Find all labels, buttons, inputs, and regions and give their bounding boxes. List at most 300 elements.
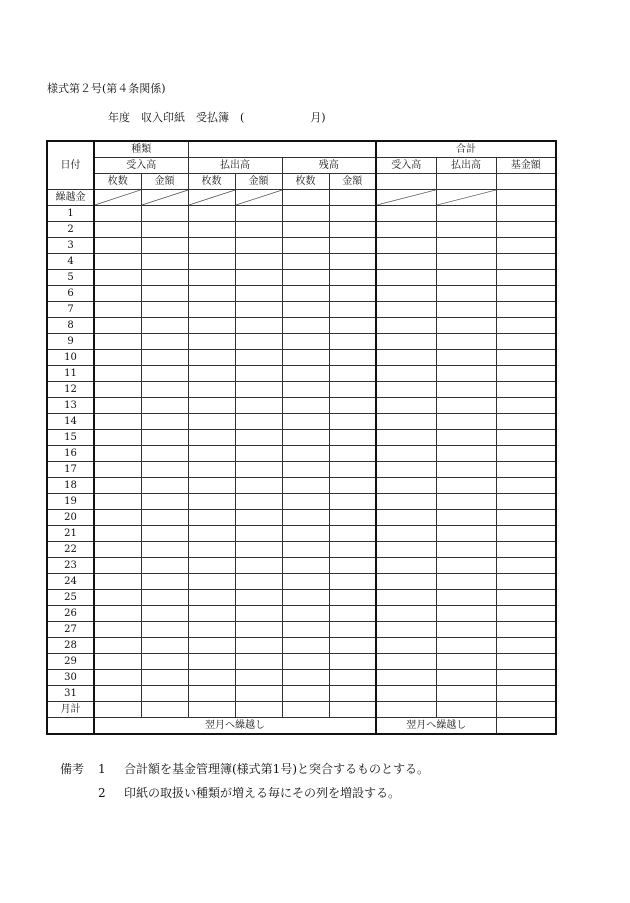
total-paid-cell[interactable] [436, 526, 496, 542]
received-amount-cell[interactable] [141, 638, 188, 654]
paid-amount-cell[interactable] [235, 702, 282, 718]
received-count-cell[interactable] [94, 558, 141, 574]
total-paid-cell[interactable] [436, 350, 496, 366]
received-count-cell[interactable] [94, 526, 141, 542]
total-received-cell[interactable] [376, 542, 436, 558]
received-amount-cell[interactable] [141, 510, 188, 526]
total-paid-cell[interactable] [436, 638, 496, 654]
balance-count-cell[interactable] [282, 478, 329, 494]
fund-amount-cell[interactable] [496, 702, 556, 718]
total-paid-cell[interactable] [436, 702, 496, 718]
balance-count-cell[interactable] [282, 606, 329, 622]
balance-count-cell[interactable] [282, 494, 329, 510]
paid-count-cell[interactable] [188, 638, 235, 654]
fund-amount-cell[interactable] [496, 270, 556, 286]
balance-amount-cell[interactable] [329, 606, 376, 622]
balance-amount-cell[interactable] [329, 414, 376, 430]
total-received-cell[interactable] [376, 638, 436, 654]
paid-count-cell[interactable] [188, 542, 235, 558]
paid-amount-cell[interactable] [235, 510, 282, 526]
received-count-cell[interactable] [94, 574, 141, 590]
paid-count-cell[interactable] [188, 702, 235, 718]
total-paid-cell[interactable] [436, 286, 496, 302]
received-count-cell[interactable] [94, 702, 141, 718]
fund-amount-cell[interactable] [496, 478, 556, 494]
total-received-cell[interactable] [376, 526, 436, 542]
balance-count-cell[interactable] [282, 654, 329, 670]
paid-amount-cell[interactable] [235, 654, 282, 670]
received-count-cell[interactable] [94, 462, 141, 478]
balance-count-cell[interactable] [282, 334, 329, 350]
balance-amount-cell[interactable] [329, 446, 376, 462]
total-received-cell[interactable] [376, 510, 436, 526]
total-paid-cell[interactable] [436, 558, 496, 574]
balance-count-cell[interactable] [282, 398, 329, 414]
received-amount-cell[interactable] [141, 654, 188, 670]
total-received-cell[interactable] [376, 462, 436, 478]
paid-amount-cell[interactable] [235, 334, 282, 350]
paid-count-cell[interactable] [188, 414, 235, 430]
paid-count-cell[interactable] [188, 494, 235, 510]
balance-count-cell[interactable] [282, 558, 329, 574]
total-paid-cell[interactable] [436, 382, 496, 398]
paid-amount-cell[interactable] [235, 318, 282, 334]
paid-amount-cell[interactable] [235, 494, 282, 510]
fund-amount-cell[interactable] [496, 382, 556, 398]
received-count-cell[interactable] [94, 366, 141, 382]
balance-count-cell[interactable] [282, 222, 329, 238]
total-paid-cell[interactable] [436, 398, 496, 414]
paid-amount-cell[interactable] [235, 398, 282, 414]
paid-count-cell[interactable] [188, 286, 235, 302]
carryover-fund[interactable] [496, 190, 556, 206]
fund-amount-cell[interactable] [496, 606, 556, 622]
balance-count-cell[interactable] [282, 622, 329, 638]
received-amount-cell[interactable] [141, 318, 188, 334]
balance-amount-cell[interactable] [329, 462, 376, 478]
total-received-cell[interactable] [376, 574, 436, 590]
balance-amount-cell[interactable] [329, 670, 376, 686]
day-label: 11 [47, 366, 94, 382]
received-count-cell[interactable] [94, 638, 141, 654]
total-paid-cell[interactable] [436, 670, 496, 686]
fund-amount-cell[interactable] [496, 350, 556, 366]
fund-amount-cell[interactable] [496, 542, 556, 558]
received-count-cell[interactable] [94, 606, 141, 622]
received-count-cell[interactable] [94, 590, 141, 606]
total-paid-cell[interactable] [436, 366, 496, 382]
balance-amount-cell[interactable] [329, 526, 376, 542]
carryover-balance-amount[interactable] [329, 190, 376, 206]
received-amount-cell[interactable] [141, 302, 188, 318]
total-paid-cell[interactable] [436, 414, 496, 430]
fund-amount-cell[interactable] [496, 446, 556, 462]
total-received-cell[interactable] [376, 654, 436, 670]
paid-amount-cell[interactable] [235, 382, 282, 398]
received-amount-cell[interactable] [141, 702, 188, 718]
paid-count-cell[interactable] [188, 478, 235, 494]
balance-amount-cell[interactable] [329, 350, 376, 366]
fund-amount-cell[interactable] [496, 558, 556, 574]
total-received-cell[interactable] [376, 302, 436, 318]
balance-amount-cell[interactable] [329, 254, 376, 270]
total-paid-cell[interactable] [436, 478, 496, 494]
balance-amount-cell[interactable] [329, 270, 376, 286]
total-received-cell[interactable] [376, 350, 436, 366]
received-count-cell[interactable] [94, 254, 141, 270]
received-amount-cell[interactable] [141, 478, 188, 494]
paid-amount-cell[interactable] [235, 686, 282, 702]
fund-amount-cell[interactable] [496, 622, 556, 638]
received-count-cell[interactable] [94, 286, 141, 302]
total-received-cell[interactable] [376, 254, 436, 270]
received-count-cell[interactable] [94, 270, 141, 286]
received-amount-cell[interactable] [141, 462, 188, 478]
paid-amount-cell[interactable] [235, 222, 282, 238]
balance-amount-cell[interactable] [329, 398, 376, 414]
received-amount-cell[interactable] [141, 526, 188, 542]
paid-amount-cell[interactable] [235, 270, 282, 286]
paid-amount-cell[interactable] [235, 558, 282, 574]
received-amount-cell[interactable] [141, 382, 188, 398]
received-count-cell[interactable] [94, 382, 141, 398]
day-row [47, 382, 556, 398]
paid-amount-cell[interactable] [235, 366, 282, 382]
balance-amount-cell[interactable] [329, 574, 376, 590]
balance-count-cell[interactable] [282, 254, 329, 270]
received-header: 受入高 [94, 158, 188, 174]
total-received-cell[interactable] [376, 414, 436, 430]
received-amount-cell[interactable] [141, 206, 188, 222]
received-amount-cell[interactable] [141, 222, 188, 238]
fund-amount-cell[interactable] [496, 574, 556, 590]
received-count-cell[interactable] [94, 318, 141, 334]
received-amount-cell[interactable] [141, 542, 188, 558]
paid-count-cell[interactable] [188, 254, 235, 270]
fund-amount-cell[interactable] [496, 494, 556, 510]
total-paid-cell[interactable] [436, 606, 496, 622]
balance-count-cell[interactable] [282, 414, 329, 430]
paid-amount-cell[interactable] [235, 574, 282, 590]
paid-count-cell[interactable] [188, 670, 235, 686]
paid-count-cell[interactable] [188, 686, 235, 702]
balance-amount-cell[interactable] [329, 558, 376, 574]
balance-amount-cell[interactable] [329, 286, 376, 302]
balance-count-cell[interactable] [282, 670, 329, 686]
received-count-cell[interactable] [94, 622, 141, 638]
received-count-cell[interactable] [94, 510, 141, 526]
paid-count-cell[interactable] [188, 526, 235, 542]
received-amount-cell[interactable] [141, 334, 188, 350]
paid-count-cell[interactable] [188, 574, 235, 590]
total-paid-cell[interactable] [436, 270, 496, 286]
balance-count-cell[interactable] [282, 638, 329, 654]
balance-amount-cell[interactable] [329, 366, 376, 382]
total-paid-cell[interactable] [436, 302, 496, 318]
received-amount-cell[interactable] [141, 254, 188, 270]
remark-text: 印紙の取扱い種類が増える毎にその列を増設する。 [124, 786, 401, 800]
received-count-cell[interactable] [94, 686, 141, 702]
received-amount-cell[interactable] [141, 366, 188, 382]
fund-amount-cell[interactable] [496, 334, 556, 350]
balance-amount-cell[interactable] [329, 510, 376, 526]
total-received-cell[interactable] [376, 238, 436, 254]
day-label: 18 [47, 478, 94, 494]
fund-amount-cell[interactable] [496, 430, 556, 446]
balance-amount-cell[interactable] [329, 238, 376, 254]
total-paid-cell[interactable] [436, 494, 496, 510]
total-paid-cell[interactable] [436, 574, 496, 590]
received-amount-cell[interactable] [141, 286, 188, 302]
paid-count-cell[interactable] [188, 510, 235, 526]
total-paid-cell[interactable] [436, 206, 496, 222]
balance-count-cell[interactable] [282, 702, 329, 718]
balance-amount-cell[interactable] [329, 494, 376, 510]
paid-amount-cell[interactable] [235, 606, 282, 622]
fund-amount-cell[interactable] [496, 510, 556, 526]
total-paid-cell[interactable] [436, 318, 496, 334]
fund-amount-cell[interactable] [496, 398, 556, 414]
balance-amount-cell[interactable] [329, 318, 376, 334]
paid-count-cell[interactable] [188, 606, 235, 622]
paid-amount-cell[interactable] [235, 238, 282, 254]
total-received-cell[interactable] [376, 270, 436, 286]
received-count-cell[interactable] [94, 398, 141, 414]
fund-amount-cell[interactable] [496, 206, 556, 222]
balance-count-cell[interactable] [282, 318, 329, 334]
paid-count-cell[interactable] [188, 206, 235, 222]
paid-count-cell[interactable] [188, 366, 235, 382]
total-received-cell[interactable] [376, 478, 436, 494]
received-amount-cell[interactable] [141, 350, 188, 366]
paid-amount-cell[interactable] [235, 622, 282, 638]
fund-amount-cell[interactable] [496, 238, 556, 254]
total-received-cell[interactable] [376, 670, 436, 686]
received-count-cell[interactable] [94, 654, 141, 670]
balance-count-cell[interactable] [282, 590, 329, 606]
balance-count-cell[interactable] [282, 206, 329, 222]
total-received-cell[interactable] [376, 606, 436, 622]
total-received-cell[interactable] [376, 382, 436, 398]
received-count-cell[interactable] [94, 542, 141, 558]
balance-count-cell[interactable] [282, 302, 329, 318]
received-count-cell[interactable] [94, 446, 141, 462]
paid-amount-cell[interactable] [235, 206, 282, 222]
balance-count-cell[interactable] [282, 366, 329, 382]
paid-amount-cell[interactable] [235, 350, 282, 366]
balance-amount-cell[interactable] [329, 686, 376, 702]
balance-count-cell[interactable] [282, 238, 329, 254]
total-paid-cell[interactable] [436, 542, 496, 558]
received-amount-cell[interactable] [141, 430, 188, 446]
balance-amount-cell[interactable] [329, 542, 376, 558]
received-count-cell[interactable] [94, 206, 141, 222]
balance-amount-cell[interactable] [329, 478, 376, 494]
total-received-cell[interactable] [376, 558, 436, 574]
received-count-cell[interactable] [94, 430, 141, 446]
fund-amount-cell[interactable] [496, 302, 556, 318]
total-received-cell[interactable] [376, 286, 436, 302]
fund-amount-cell[interactable] [496, 670, 556, 686]
total-paid-cell[interactable] [436, 254, 496, 270]
total-paid-cell[interactable] [436, 590, 496, 606]
balance-count-cell[interactable] [282, 270, 329, 286]
total-received-cell[interactable] [376, 398, 436, 414]
balance-amount-cell[interactable] [329, 222, 376, 238]
received-count-cell[interactable] [94, 670, 141, 686]
paid-count-cell[interactable] [188, 398, 235, 414]
received-count-cell[interactable] [94, 302, 141, 318]
paid-count-cell[interactable] [188, 590, 235, 606]
received-amount-cell[interactable] [141, 622, 188, 638]
balance-count-cell[interactable] [282, 286, 329, 302]
received-amount-cell[interactable] [141, 590, 188, 606]
paid-amount-cell[interactable] [235, 462, 282, 478]
balance-count-cell[interactable] [282, 510, 329, 526]
balance-amount-cell[interactable] [329, 302, 376, 318]
balance-amount-cell[interactable] [329, 382, 376, 398]
remark-number: 2 [98, 786, 106, 800]
received-amount-cell[interactable] [141, 494, 188, 510]
fund-amount-cell[interactable] [496, 638, 556, 654]
total-paid-cell[interactable] [436, 622, 496, 638]
paid-count-cell[interactable] [188, 446, 235, 462]
fund-amount-cell[interactable] [496, 414, 556, 430]
received-amount-cell[interactable] [141, 270, 188, 286]
total-received-cell[interactable] [376, 686, 436, 702]
total-received-cell[interactable] [376, 494, 436, 510]
fund-amount-cell[interactable] [496, 286, 556, 302]
balance-count-cell[interactable] [282, 446, 329, 462]
balance-count-cell[interactable] [282, 686, 329, 702]
balance-amount-cell[interactable] [329, 654, 376, 670]
paid-count-cell[interactable] [188, 430, 235, 446]
total-paid-cell[interactable] [436, 238, 496, 254]
balance-count-cell[interactable] [282, 526, 329, 542]
total-paid-cell[interactable] [436, 334, 496, 350]
paid-count-cell[interactable] [188, 382, 235, 398]
total-received-cell[interactable] [376, 206, 436, 222]
day-row [47, 542, 556, 558]
balance-amount-cell[interactable] [329, 638, 376, 654]
paid-amount-cell[interactable] [235, 254, 282, 270]
paid-amount-cell[interactable] [235, 670, 282, 686]
paid-count-cell[interactable] [188, 558, 235, 574]
total-paid-cell[interactable] [436, 510, 496, 526]
fund-amount-cell[interactable] [496, 222, 556, 238]
paid-amount-cell[interactable] [235, 430, 282, 446]
paid-count-cell[interactable] [188, 238, 235, 254]
carryover-balance-count[interactable] [282, 190, 329, 206]
total-received-cell[interactable] [376, 702, 436, 718]
total-paid-cell[interactable] [436, 462, 496, 478]
paid-count-cell[interactable] [188, 654, 235, 670]
balance-count-cell[interactable] [282, 430, 329, 446]
received-amount-cell[interactable] [141, 446, 188, 462]
paid-count-cell[interactable] [188, 270, 235, 286]
total-received-cell[interactable] [376, 622, 436, 638]
received-count-cell[interactable] [94, 350, 141, 366]
received-count-cell[interactable] [94, 478, 141, 494]
balance-amount-cell[interactable] [329, 622, 376, 638]
paid-amount-cell[interactable] [235, 302, 282, 318]
received-amount-cell[interactable] [141, 558, 188, 574]
kind-value-cell[interactable] [188, 141, 376, 158]
received-amount-cell[interactable] [141, 670, 188, 686]
paid-count-cell[interactable] [188, 334, 235, 350]
total-received-cell[interactable] [376, 318, 436, 334]
received-count-cell[interactable] [94, 494, 141, 510]
received-amount-cell[interactable] [141, 398, 188, 414]
paid-amount-cell[interactable] [235, 286, 282, 302]
fund-amount-cell[interactable] [496, 590, 556, 606]
total-paid-cell[interactable] [436, 222, 496, 238]
balance-count-cell[interactable] [282, 574, 329, 590]
paid-count-cell[interactable] [188, 222, 235, 238]
paid-count-cell[interactable] [188, 302, 235, 318]
paid-amount-cell[interactable] [235, 542, 282, 558]
paid-amount-cell[interactable] [235, 414, 282, 430]
paid-count-cell[interactable] [188, 350, 235, 366]
total-received-cell[interactable] [376, 334, 436, 350]
paid-amount-cell[interactable] [235, 446, 282, 462]
total-received-cell[interactable] [376, 222, 436, 238]
received-count-cell[interactable] [94, 222, 141, 238]
total-received-cell[interactable] [376, 430, 436, 446]
received-count-cell[interactable] [94, 238, 141, 254]
balance-count-cell[interactable] [282, 462, 329, 478]
fund-amount-cell[interactable] [496, 526, 556, 542]
paid-amount-cell[interactable] [235, 638, 282, 654]
balance-count-cell[interactable] [282, 350, 329, 366]
received-count-cell[interactable] [94, 414, 141, 430]
total-paid-cell[interactable] [436, 446, 496, 462]
balance-count-cell[interactable] [282, 382, 329, 398]
total-received-cell[interactable] [376, 366, 436, 382]
fund-amount-cell[interactable] [496, 654, 556, 670]
received-amount-cell[interactable] [141, 686, 188, 702]
fund-amount-cell[interactable] [496, 462, 556, 478]
received-amount-cell[interactable] [141, 574, 188, 590]
balance-amount-cell[interactable] [329, 702, 376, 718]
received-count-cell[interactable] [94, 334, 141, 350]
paid-amount-cell[interactable] [235, 590, 282, 606]
fund-amount-cell[interactable] [496, 686, 556, 702]
paid-count-cell[interactable] [188, 622, 235, 638]
balance-amount-cell[interactable] [329, 430, 376, 446]
balance-amount-cell[interactable] [329, 206, 376, 222]
total-paid-cell[interactable] [436, 686, 496, 702]
paid-count-cell[interactable] [188, 318, 235, 334]
total-paid-cell[interactable] [436, 430, 496, 446]
paid-amount-cell[interactable] [235, 478, 282, 494]
total-received-cell[interactable] [376, 590, 436, 606]
received-amount-cell[interactable] [141, 238, 188, 254]
fund-amount-cell[interactable] [496, 366, 556, 382]
carry-forward-fund-cell[interactable] [496, 718, 556, 735]
balance-amount-cell[interactable] [329, 590, 376, 606]
total-received-cell[interactable] [376, 446, 436, 462]
paid-amount-cell[interactable] [235, 526, 282, 542]
total-paid-cell[interactable] [436, 654, 496, 670]
received-amount-cell[interactable] [141, 606, 188, 622]
fund-amount-cell[interactable] [496, 318, 556, 334]
fund-amount-cell[interactable] [496, 254, 556, 270]
paid-count-cell[interactable] [188, 462, 235, 478]
received-amount-cell[interactable] [141, 414, 188, 430]
balance-count-cell[interactable] [282, 542, 329, 558]
balance-amount-cell[interactable] [329, 334, 376, 350]
